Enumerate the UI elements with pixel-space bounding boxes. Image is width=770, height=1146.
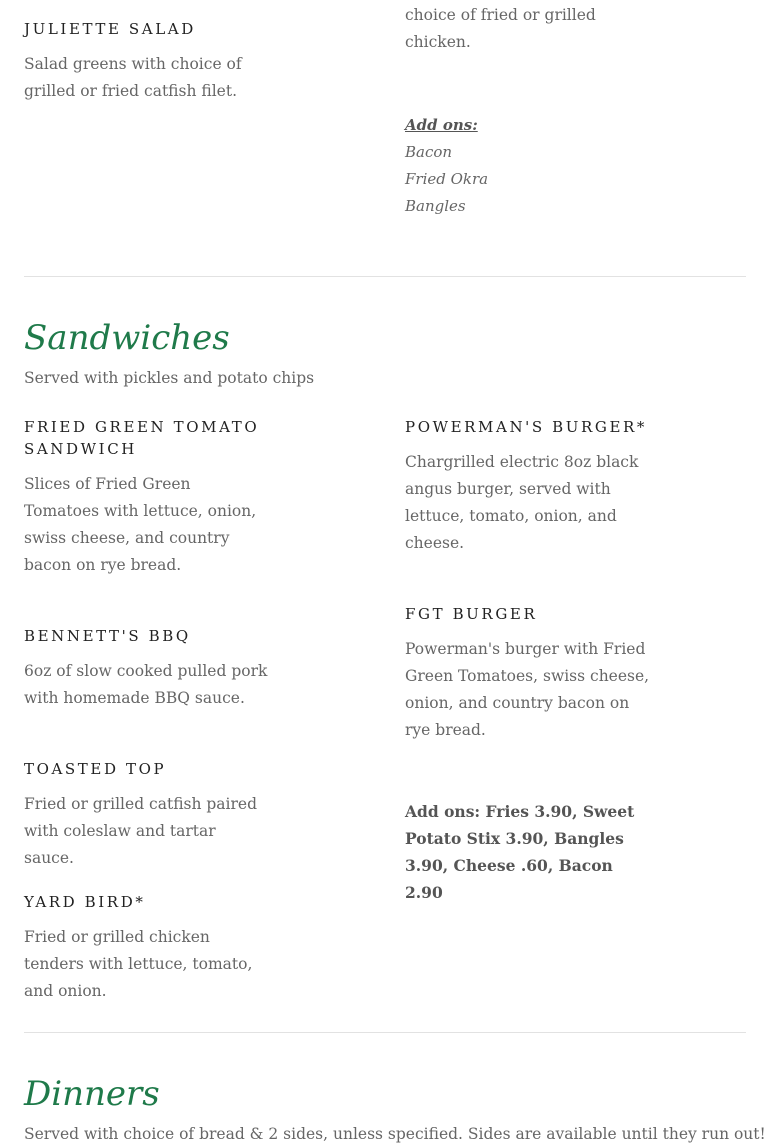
section-divider xyxy=(24,1032,746,1033)
menu-item-toasted-top xyxy=(24,758,269,872)
item-title: FGT BURGER xyxy=(405,605,538,623)
item-description: Powerman's burger with Fried Green Tomatoes, swiss cheese, onion, and country bacon on rye bread. xyxy=(405,640,650,739)
menu-item-description-continued xyxy=(405,2,605,56)
addons-text: Add ons: Fries 3.90, Sweet Potato Stix 3.90, Bangles 3.90, Cheese .60, Bacon 2.90 xyxy=(405,802,635,902)
item-title: JULIETTE SALAD xyxy=(24,20,196,38)
item-description: choice of fried or grilled chicken. xyxy=(405,6,596,51)
menu-item-bennetts-bbq xyxy=(24,625,269,712)
addon-item-fried-okra: Fried Okra xyxy=(405,170,489,188)
item-title: FRIED GREEN TOMATO SANDWICH xyxy=(24,418,260,458)
item-description: 6oz of slow cooked pulled pork with homemade BBQ sauce. xyxy=(24,662,268,707)
section-divider xyxy=(24,276,746,277)
item-description: Fried or grilled chicken tenders with lettuce, tomato, and onion. xyxy=(24,928,253,1000)
item-description: Salad greens with choice of grilled or fried catfish filet. xyxy=(24,55,242,100)
menu-item-fgt-burger xyxy=(405,603,655,744)
menu-item-powermans-burger xyxy=(405,416,655,557)
item-title: TOASTED TOP xyxy=(24,760,167,778)
section-subtitle-sandwiches: Served with pickles and potato chips xyxy=(24,369,315,387)
addons-heading: Add ons: xyxy=(405,116,478,134)
addon-item-bacon: Bacon xyxy=(405,143,453,161)
sandwich-addons xyxy=(405,798,650,906)
addon-item-bangles: Bangles xyxy=(405,197,466,215)
item-title: BENNETT'S BBQ xyxy=(24,627,191,645)
salad-addons xyxy=(405,112,605,220)
item-description: Slices of Fried Green Tomatoes with lettuce, onion, swiss cheese, and country bacon on rye bread. xyxy=(24,475,257,574)
section-subtitle-dinners: Served with choice of bread & 2 sides, unless specified. Sides are available until they run out! xyxy=(24,1125,766,1143)
item-title: YARD BIRD* xyxy=(24,893,146,911)
item-title: POWERMAN'S BURGER* xyxy=(405,418,648,436)
menu-item-juliette-salad xyxy=(24,18,264,105)
item-description: Chargrilled electric 8oz black angus burger, served with lettuce, tomato, onion, and cheese. xyxy=(405,453,639,552)
menu-item-yard-bird xyxy=(24,891,269,1005)
item-description: Fried or grilled catfish paired with coleslaw and tartar sauce. xyxy=(24,795,258,867)
section-title-dinners: Dinners xyxy=(24,1074,160,1114)
section-title-sandwiches: Sandwiches xyxy=(24,318,230,358)
menu-item-fried-green-tomato-sandwich xyxy=(24,416,269,579)
